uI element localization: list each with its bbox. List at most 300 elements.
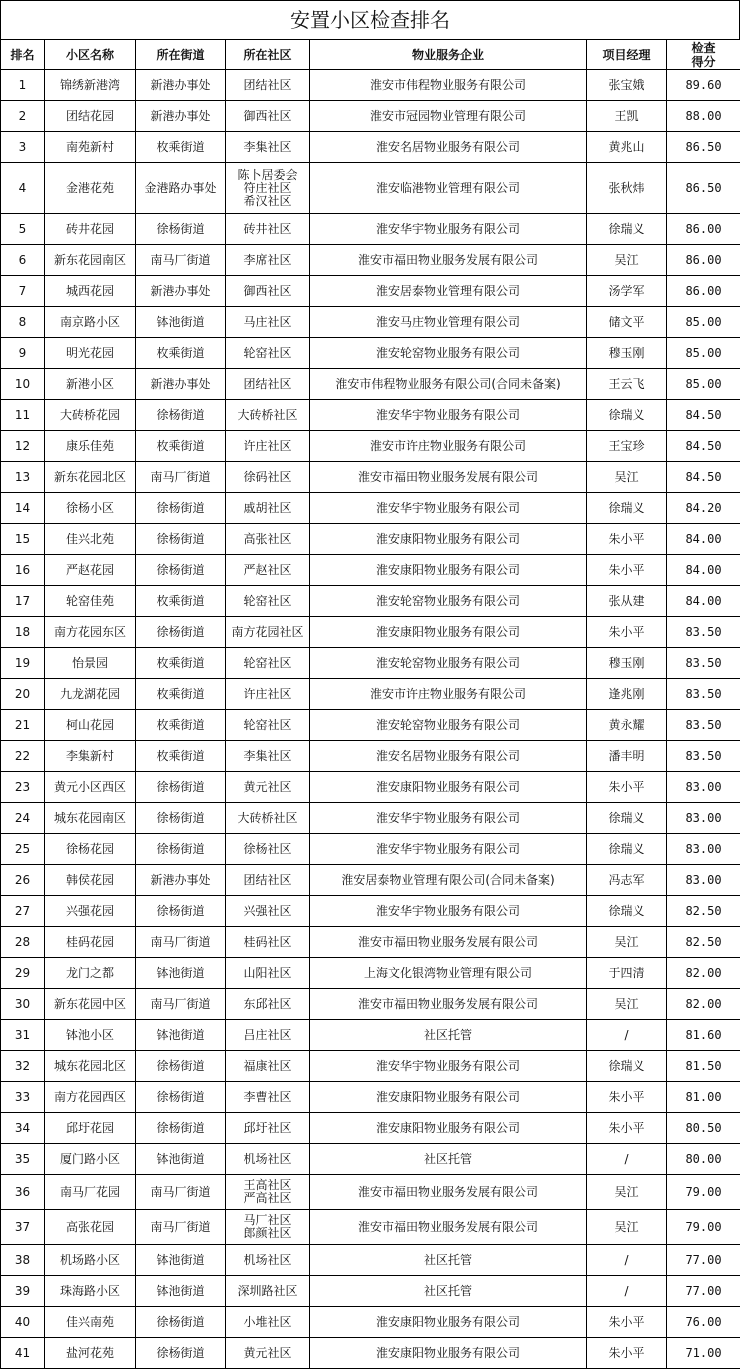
cell-name: 黄元小区西区	[45, 772, 136, 803]
cell-manager: 汤学军	[587, 276, 667, 307]
cell-rank: 15	[1, 524, 45, 555]
cell-street: 南马厂街道	[136, 927, 226, 958]
cell-name: 李集新村	[45, 741, 136, 772]
cell-name: 南京路小区	[45, 307, 136, 338]
cell-rank: 40	[1, 1307, 45, 1338]
cell-name: 珠海路小区	[45, 1276, 136, 1307]
cell-community	[226, 101, 310, 132]
table-row	[1, 1113, 740, 1144]
cell-name: 砖井花园	[45, 214, 136, 245]
cell-manager: 逢兆刚	[587, 679, 667, 710]
cell-rank: 13	[1, 462, 45, 493]
cell-street: 徐杨街道	[136, 896, 226, 927]
community-line: 黄元社区	[243, 780, 291, 794]
table-row	[1, 958, 740, 989]
cell-score: 79.00	[667, 1210, 740, 1245]
community-line: 严高社区	[226, 1192, 309, 1205]
cell-score: 83.50	[667, 710, 740, 741]
cell-name: 柯山花园	[45, 710, 136, 741]
cell-community	[226, 307, 310, 338]
cell-company: 淮安华宇物业服务有限公司	[310, 834, 587, 865]
cell-community	[226, 431, 310, 462]
cell-company: 社区托管	[310, 1245, 587, 1276]
cell-manager: 朱小平	[587, 617, 667, 648]
cell-community	[226, 400, 310, 431]
cell-manager: 朱小平	[587, 772, 667, 803]
cell-name: 徐杨花园	[45, 834, 136, 865]
cell-rank: 21	[1, 710, 45, 741]
cell-street: 钵池街道	[136, 958, 226, 989]
table-row	[1, 1245, 740, 1276]
cell-street: 枚乘街道	[136, 710, 226, 741]
cell-street: 新港办事处	[136, 101, 226, 132]
cell-company: 淮安居泰物业管理有限公司	[310, 276, 587, 307]
community-line: 轮窑社区	[243, 718, 291, 732]
cell-company: 淮安名居物业服务有限公司	[310, 741, 587, 772]
cell-company: 淮安市许庄物业服务有限公司	[310, 679, 587, 710]
community-line: 陈卜居委会	[226, 169, 309, 182]
community-line: 团结社区	[243, 78, 291, 92]
cell-rank: 25	[1, 834, 45, 865]
header-score-line2: 得分	[667, 55, 740, 69]
cell-community	[226, 617, 310, 648]
community-line: 福康社区	[243, 1059, 291, 1073]
cell-score: 86.50	[667, 163, 740, 214]
cell-score: 84.50	[667, 400, 740, 431]
cell-manager: 吴江	[587, 462, 667, 493]
cell-score: 83.00	[667, 772, 740, 803]
table-row	[1, 1051, 740, 1082]
table-row	[1, 132, 740, 163]
header-company: 物业服务企业	[310, 40, 587, 70]
cell-score: 83.00	[667, 803, 740, 834]
cell-rank: 23	[1, 772, 45, 803]
cell-street: 徐杨街道	[136, 493, 226, 524]
cell-rank: 2	[1, 101, 45, 132]
table-row	[1, 163, 740, 214]
cell-rank: 22	[1, 741, 45, 772]
cell-street: 南马厂街道	[136, 245, 226, 276]
cell-name: 桂码花园	[45, 927, 136, 958]
cell-company: 淮安康阳物业服务有限公司	[310, 555, 587, 586]
community-line: 团结社区	[243, 377, 291, 391]
cell-name: 严赵花园	[45, 555, 136, 586]
cell-community	[226, 1144, 310, 1175]
cell-street: 徐杨街道	[136, 1307, 226, 1338]
cell-rank: 26	[1, 865, 45, 896]
cell-community	[226, 1020, 310, 1051]
header-street: 所在街道	[136, 40, 226, 70]
cell-name: 南苑新村	[45, 132, 136, 163]
cell-name: 兴强花园	[45, 896, 136, 927]
community-line: 大砖桥社区	[237, 811, 297, 825]
table-row	[1, 865, 740, 896]
cell-street: 枚乘街道	[136, 679, 226, 710]
cell-company: 上海文化银湾物业管理有限公司	[310, 958, 587, 989]
table-row	[1, 101, 740, 132]
cell-name: 高张花园	[45, 1210, 136, 1245]
cell-score: 81.60	[667, 1020, 740, 1051]
cell-score: 84.50	[667, 462, 740, 493]
community-line: 郎颜社区	[226, 1227, 309, 1240]
cell-manager: 徐瑞义	[587, 493, 667, 524]
cell-community	[226, 710, 310, 741]
cell-street: 南马厂街道	[136, 1175, 226, 1210]
cell-score: 80.00	[667, 1144, 740, 1175]
cell-company: 淮安华宇物业服务有限公司	[310, 493, 587, 524]
cell-score: 86.50	[667, 132, 740, 163]
cell-rank: 41	[1, 1338, 45, 1369]
cell-name: 城东花园南区	[45, 803, 136, 834]
cell-manager: /	[587, 1276, 667, 1307]
cell-street: 南马厂街道	[136, 989, 226, 1020]
cell-name: 佳兴南苑	[45, 1307, 136, 1338]
community-line: 许庄社区	[243, 439, 291, 453]
table-row	[1, 369, 740, 400]
cell-name: 轮窑佳苑	[45, 586, 136, 617]
community-line: 御西社区	[243, 284, 291, 298]
cell-community	[226, 958, 310, 989]
community-line: 严赵社区	[243, 563, 291, 577]
cell-community	[226, 276, 310, 307]
cell-manager: 吴江	[587, 245, 667, 276]
cell-rank: 19	[1, 648, 45, 679]
table-row	[1, 307, 740, 338]
cell-community	[226, 772, 310, 803]
cell-score: 77.00	[667, 1276, 740, 1307]
cell-rank: 31	[1, 1020, 45, 1051]
cell-community	[226, 163, 310, 214]
cell-community	[226, 834, 310, 865]
community-line: 深圳路社区	[237, 1284, 297, 1298]
cell-rank: 3	[1, 132, 45, 163]
cell-manager: 朱小平	[587, 524, 667, 555]
cell-company: 淮安轮窑物业服务有限公司	[310, 710, 587, 741]
cell-company: 社区托管	[310, 1020, 587, 1051]
cell-name: 南马厂花园	[45, 1175, 136, 1210]
cell-score: 83.00	[667, 865, 740, 896]
header-manager: 项目经理	[587, 40, 667, 70]
community-line: 轮窑社区	[243, 656, 291, 670]
cell-manager: 于四清	[587, 958, 667, 989]
community-line: 兴强社区	[243, 904, 291, 918]
cell-company: 淮安康阳物业服务有限公司	[310, 1338, 587, 1369]
table-row	[1, 1144, 740, 1175]
cell-street: 徐杨街道	[136, 1338, 226, 1369]
cell-score: 82.00	[667, 989, 740, 1020]
cell-score: 84.00	[667, 586, 740, 617]
cell-community	[226, 1051, 310, 1082]
cell-company: 淮安马庄物业管理有限公司	[310, 307, 587, 338]
community-line: 小堆社区	[243, 1315, 291, 1329]
cell-rank: 39	[1, 1276, 45, 1307]
cell-name: 怡景园	[45, 648, 136, 679]
ranking-table	[0, 39, 740, 1369]
cell-company: 淮安华宇物业服务有限公司	[310, 400, 587, 431]
cell-name: 九龙湖花园	[45, 679, 136, 710]
cell-company: 淮安市福田物业服务发展有限公司	[310, 989, 587, 1020]
cell-manager: /	[587, 1144, 667, 1175]
cell-company: 淮安轮窑物业服务有限公司	[310, 586, 587, 617]
cell-score: 86.00	[667, 276, 740, 307]
cell-rank: 28	[1, 927, 45, 958]
cell-name: 新东花园中区	[45, 989, 136, 1020]
community-line: 徐码社区	[243, 470, 291, 484]
cell-score: 79.00	[667, 1175, 740, 1210]
cell-community	[226, 586, 310, 617]
community-line: 砖井社区	[243, 222, 291, 236]
cell-score: 84.20	[667, 493, 740, 524]
community-line: 徐杨社区	[243, 842, 291, 856]
cell-manager: 黄永耀	[587, 710, 667, 741]
community-line: 御西社区	[243, 109, 291, 123]
community-line: 许庄社区	[243, 687, 291, 701]
cell-company: 淮安市伟程物业服务有限公司	[310, 70, 587, 101]
cell-community	[226, 803, 310, 834]
community-line: 马厂社区	[226, 1214, 309, 1227]
cell-manager: 朱小平	[587, 1113, 667, 1144]
community-line: 轮窑社区	[243, 346, 291, 360]
cell-street: 枚乘街道	[136, 132, 226, 163]
community-line: 高张社区	[243, 532, 291, 546]
cell-name: 南方花园东区	[45, 617, 136, 648]
table-row	[1, 1175, 740, 1210]
cell-company: 淮安轮窑物业服务有限公司	[310, 338, 587, 369]
cell-manager: 吴江	[587, 989, 667, 1020]
cell-rank: 5	[1, 214, 45, 245]
cell-community	[226, 555, 310, 586]
cell-company: 淮安康阳物业服务有限公司	[310, 1307, 587, 1338]
cell-rank: 7	[1, 276, 45, 307]
community-line: 东邱社区	[243, 997, 291, 1011]
table-row	[1, 245, 740, 276]
cell-score: 84.00	[667, 555, 740, 586]
header-rank: 排名	[1, 40, 45, 70]
cell-street: 徐杨街道	[136, 555, 226, 586]
cell-rank: 33	[1, 1082, 45, 1113]
cell-community	[226, 865, 310, 896]
cell-name: 佳兴北苑	[45, 524, 136, 555]
cell-street: 南马厂街道	[136, 462, 226, 493]
cell-score: 89.60	[667, 70, 740, 101]
cell-street: 新港办事处	[136, 865, 226, 896]
cell-name: 机场路小区	[45, 1245, 136, 1276]
cell-company: 淮安市福田物业服务发展有限公司	[310, 927, 587, 958]
table-row	[1, 400, 740, 431]
cell-manager: 徐瑞义	[587, 803, 667, 834]
cell-score: 81.50	[667, 1051, 740, 1082]
table-row	[1, 834, 740, 865]
cell-rank: 11	[1, 400, 45, 431]
cell-name: 厦门路小区	[45, 1144, 136, 1175]
cell-score: 86.00	[667, 214, 740, 245]
cell-community	[226, 896, 310, 927]
cell-manager: /	[587, 1245, 667, 1276]
table-row	[1, 338, 740, 369]
cell-score: 84.00	[667, 524, 740, 555]
cell-community	[226, 989, 310, 1020]
cell-street: 新港办事处	[136, 369, 226, 400]
cell-name: 金港花苑	[45, 163, 136, 214]
table-row	[1, 493, 740, 524]
cell-rank: 35	[1, 1144, 45, 1175]
cell-manager: 张秋炜	[587, 163, 667, 214]
cell-score: 83.50	[667, 617, 740, 648]
cell-rank: 37	[1, 1210, 45, 1245]
cell-rank: 30	[1, 989, 45, 1020]
cell-score: 77.00	[667, 1245, 740, 1276]
cell-company: 淮安华宇物业服务有限公司	[310, 803, 587, 834]
cell-community	[226, 741, 310, 772]
cell-street: 枚乘街道	[136, 338, 226, 369]
cell-name: 龙门之都	[45, 958, 136, 989]
cell-manager: 王凯	[587, 101, 667, 132]
community-line: 机场社区	[243, 1253, 291, 1267]
table-row	[1, 276, 740, 307]
cell-rank: 12	[1, 431, 45, 462]
cell-name: 新东花园北区	[45, 462, 136, 493]
table-row	[1, 586, 740, 617]
community-line: 大砖桥社区	[237, 408, 297, 422]
cell-score: 84.50	[667, 431, 740, 462]
table-row	[1, 214, 740, 245]
cell-company: 淮安市福田物业服务发展有限公司	[310, 1210, 587, 1245]
cell-rank: 16	[1, 555, 45, 586]
cell-score: 83.00	[667, 834, 740, 865]
table-row	[1, 431, 740, 462]
community-line: 黄元社区	[243, 1346, 291, 1360]
cell-company: 淮安居泰物业管理有限公司(合同未备案)	[310, 865, 587, 896]
cell-manager: 穆玉刚	[587, 338, 667, 369]
cell-score: 76.00	[667, 1307, 740, 1338]
table-row	[1, 1338, 740, 1369]
cell-rank: 18	[1, 617, 45, 648]
cell-score: 85.00	[667, 338, 740, 369]
cell-company: 淮安康阳物业服务有限公司	[310, 772, 587, 803]
table-row	[1, 710, 740, 741]
cell-community	[226, 1175, 310, 1210]
cell-rank: 36	[1, 1175, 45, 1210]
cell-community	[226, 214, 310, 245]
header-score-line1: 检查	[667, 41, 740, 55]
cell-company: 淮安市冠园物业管理有限公司	[310, 101, 587, 132]
cell-company: 淮安临港物业管理有限公司	[310, 163, 587, 214]
cell-company: 淮安康阳物业服务有限公司	[310, 1113, 587, 1144]
community-line: 轮窑社区	[243, 594, 291, 608]
cell-company: 淮安市福田物业服务发展有限公司	[310, 1175, 587, 1210]
table-row	[1, 927, 740, 958]
table-row	[1, 741, 740, 772]
cell-manager: 张宝娥	[587, 70, 667, 101]
cell-name: 新港小区	[45, 369, 136, 400]
cell-manager: 吴江	[587, 1175, 667, 1210]
header-community: 所在社区	[226, 40, 310, 70]
cell-manager: 朱小平	[587, 555, 667, 586]
cell-street: 徐杨街道	[136, 524, 226, 555]
cell-manager: 穆玉刚	[587, 648, 667, 679]
cell-company: 淮安华宇物业服务有限公司	[310, 896, 587, 927]
cell-manager: 徐瑞义	[587, 1051, 667, 1082]
cell-community	[226, 462, 310, 493]
cell-manager: 徐瑞义	[587, 214, 667, 245]
cell-company: 淮安华宇物业服务有限公司	[310, 1051, 587, 1082]
page-title: 安置小区检查排名	[0, 0, 740, 39]
community-line: 李席社区	[243, 253, 291, 267]
cell-street: 钵池街道	[136, 1020, 226, 1051]
table-row	[1, 524, 740, 555]
header-name: 小区名称	[45, 40, 136, 70]
cell-score: 85.00	[667, 369, 740, 400]
cell-name: 新东花园南区	[45, 245, 136, 276]
cell-manager: 朱小平	[587, 1307, 667, 1338]
cell-street: 金港路办事处	[136, 163, 226, 214]
cell-community	[226, 1307, 310, 1338]
cell-community	[226, 1082, 310, 1113]
cell-score: 85.00	[667, 307, 740, 338]
cell-community	[226, 1210, 310, 1245]
cell-street: 钵池街道	[136, 307, 226, 338]
cell-street: 钵池街道	[136, 1276, 226, 1307]
cell-company: 社区托管	[310, 1276, 587, 1307]
table-body	[1, 70, 740, 1369]
community-line: 吕庄社区	[243, 1028, 291, 1042]
community-line: 机场社区	[243, 1152, 291, 1166]
cell-community	[226, 369, 310, 400]
community-line: 邱圩社区	[243, 1121, 291, 1135]
cell-street: 枚乘街道	[136, 431, 226, 462]
cell-community	[226, 1245, 310, 1276]
community-line: 王高社区	[226, 1179, 309, 1192]
cell-street: 枚乘街道	[136, 586, 226, 617]
cell-score: 81.00	[667, 1082, 740, 1113]
table-row	[1, 1307, 740, 1338]
community-line: 南方花园社区	[231, 625, 303, 639]
cell-street: 徐杨街道	[136, 803, 226, 834]
cell-manager: 吴江	[587, 927, 667, 958]
cell-community	[226, 70, 310, 101]
cell-street: 新港办事处	[136, 276, 226, 307]
community-line: 李曹社区	[243, 1090, 291, 1104]
cell-community	[226, 648, 310, 679]
community-line: 李集社区	[243, 140, 291, 154]
cell-company: 淮安市许庄物业服务有限公司	[310, 431, 587, 462]
cell-name: 锦绣新港湾	[45, 70, 136, 101]
cell-score: 80.50	[667, 1113, 740, 1144]
cell-name: 盐河花苑	[45, 1338, 136, 1369]
cell-company: 社区托管	[310, 1144, 587, 1175]
cell-score: 82.50	[667, 896, 740, 927]
cell-street: 徐杨街道	[136, 834, 226, 865]
cell-street: 新港办事处	[136, 70, 226, 101]
cell-manager: 王云飞	[587, 369, 667, 400]
cell-company: 淮安康阳物业服务有限公司	[310, 617, 587, 648]
cell-company: 淮安市福田物业服务发展有限公司	[310, 245, 587, 276]
cell-community	[226, 1276, 310, 1307]
cell-manager: 吴江	[587, 1210, 667, 1245]
cell-name: 明光花园	[45, 338, 136, 369]
cell-street: 钵池街道	[136, 1144, 226, 1175]
cell-name: 钵池小区	[45, 1020, 136, 1051]
cell-rank: 4	[1, 163, 45, 214]
cell-name: 团结花园	[45, 101, 136, 132]
cell-manager: 徐瑞义	[587, 896, 667, 927]
cell-community	[226, 338, 310, 369]
cell-street: 钵池街道	[136, 1245, 226, 1276]
cell-company: 淮安康阳物业服务有限公司	[310, 1082, 587, 1113]
cell-rank: 34	[1, 1113, 45, 1144]
cell-manager: 徐瑞义	[587, 400, 667, 431]
cell-community	[226, 493, 310, 524]
